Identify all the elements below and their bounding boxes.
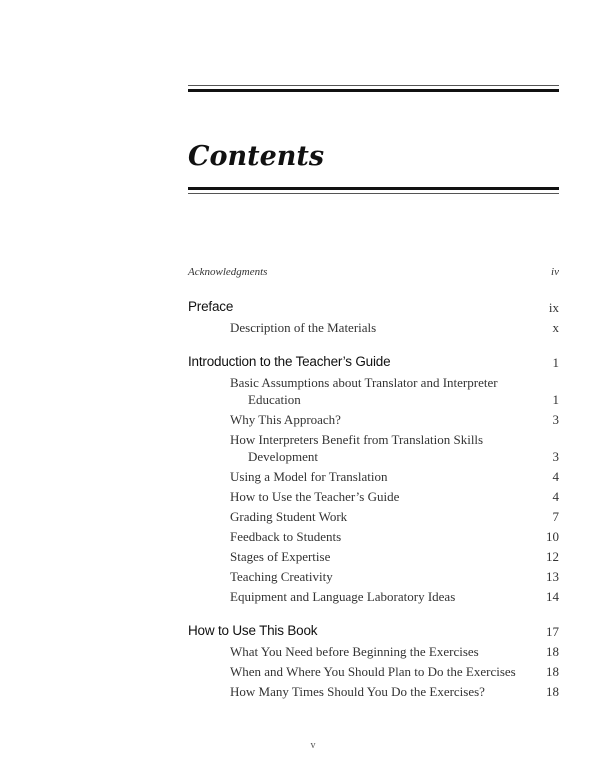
toc-entry-page: 3 — [552, 412, 559, 427]
toc-entry-label: How Many Times Should You Do the Exercises? — [230, 684, 485, 699]
toc-entry-label: Equipment and Language Laboratory Ideas — [230, 589, 456, 604]
toc-section[interactable] — [188, 547, 559, 567]
toc-entry-page: 10 — [546, 529, 559, 544]
toc-section[interactable] — [188, 487, 559, 507]
bottom-rule-thin — [188, 193, 559, 194]
toc-entry-page: 4 — [552, 489, 559, 504]
toc-entry-page: 7 — [552, 509, 559, 524]
toc-entry-label: Feedback to Students — [230, 529, 342, 544]
toc-entry-acknowledgments[interactable] — [188, 263, 559, 283]
page-number: v — [310, 740, 316, 751]
toc-entry-label: Introduction to the Teacher’s Guide — [188, 354, 391, 369]
toc-entry-page: 1 — [552, 355, 559, 370]
toc-entry-label: How to Use This Book — [188, 623, 318, 638]
toc-entry-label: Description of the Materials — [230, 320, 377, 335]
toc-entry-page: 14 — [546, 589, 559, 604]
toc-chapter-preface[interactable] — [188, 298, 559, 318]
toc-entry-label: How Interpreters Benefit from Translation Skills — [230, 432, 484, 447]
toc-section[interactable] — [188, 642, 559, 662]
toc-entry-page: iv — [551, 266, 559, 278]
toc-section[interactable] — [188, 587, 559, 607]
toc-section[interactable] — [188, 507, 559, 527]
toc-entry-label: Using a Model for Translation — [230, 469, 388, 484]
toc-section[interactable] — [188, 662, 559, 682]
toc-entry-page: 4 — [552, 469, 559, 484]
toc-entry-page: 18 — [546, 644, 559, 659]
toc-entry-label: How to Use the Teacher’s Guide — [230, 489, 400, 504]
toc-section[interactable] — [188, 682, 559, 702]
toc-chapter-how-to-use[interactable] — [188, 622, 559, 642]
toc-entry-label: Preface — [188, 299, 234, 314]
toc-chapter-introduction[interactable] — [188, 353, 559, 373]
toc-entry-label: When and Where You Should Plan to Do the Exercises — [230, 664, 516, 679]
toc-entry-page: 13 — [546, 569, 559, 584]
toc-entry-label: What You Need before Beginning the Exercises — [230, 644, 479, 659]
toc-entry-label: Stages of Expertise — [230, 549, 331, 564]
page-title: Contents — [188, 141, 325, 172]
toc-section[interactable] — [188, 467, 559, 487]
top-rule-thick — [188, 89, 559, 92]
toc-entry-label: Acknowledgments — [188, 266, 268, 278]
toc-entry-page: x — [552, 320, 559, 335]
toc-entry-label: Basic Assumptions about Translator and Interpreter — [230, 375, 498, 390]
bottom-rule-thick — [188, 187, 559, 190]
toc-entry-page: 18 — [546, 684, 559, 699]
toc-section-continuation[interactable] — [188, 447, 559, 467]
toc-section-continuation[interactable] — [188, 390, 559, 410]
toc-section[interactable] — [188, 318, 559, 338]
toc-entry-label: Grading Student Work — [230, 509, 348, 524]
toc-entry-page: 17 — [546, 624, 559, 639]
toc-entry-page: ix — [548, 300, 559, 315]
toc-entry-label: Teaching Creativity — [230, 569, 333, 584]
toc-section[interactable] — [188, 527, 559, 547]
toc-entry-label: Why This Approach? — [230, 412, 341, 427]
toc-entry-page: 12 — [546, 549, 559, 564]
toc-section[interactable] — [188, 410, 559, 430]
toc-entry-page: 1 — [552, 392, 559, 407]
toc-entry-page: 3 — [552, 449, 559, 464]
toc-entry-label: Development — [248, 449, 319, 464]
toc-section[interactable] — [188, 567, 559, 587]
toc-entry-label: Education — [248, 392, 301, 407]
top-rule-thin — [188, 85, 559, 86]
toc-entry-page: 18 — [546, 664, 559, 679]
